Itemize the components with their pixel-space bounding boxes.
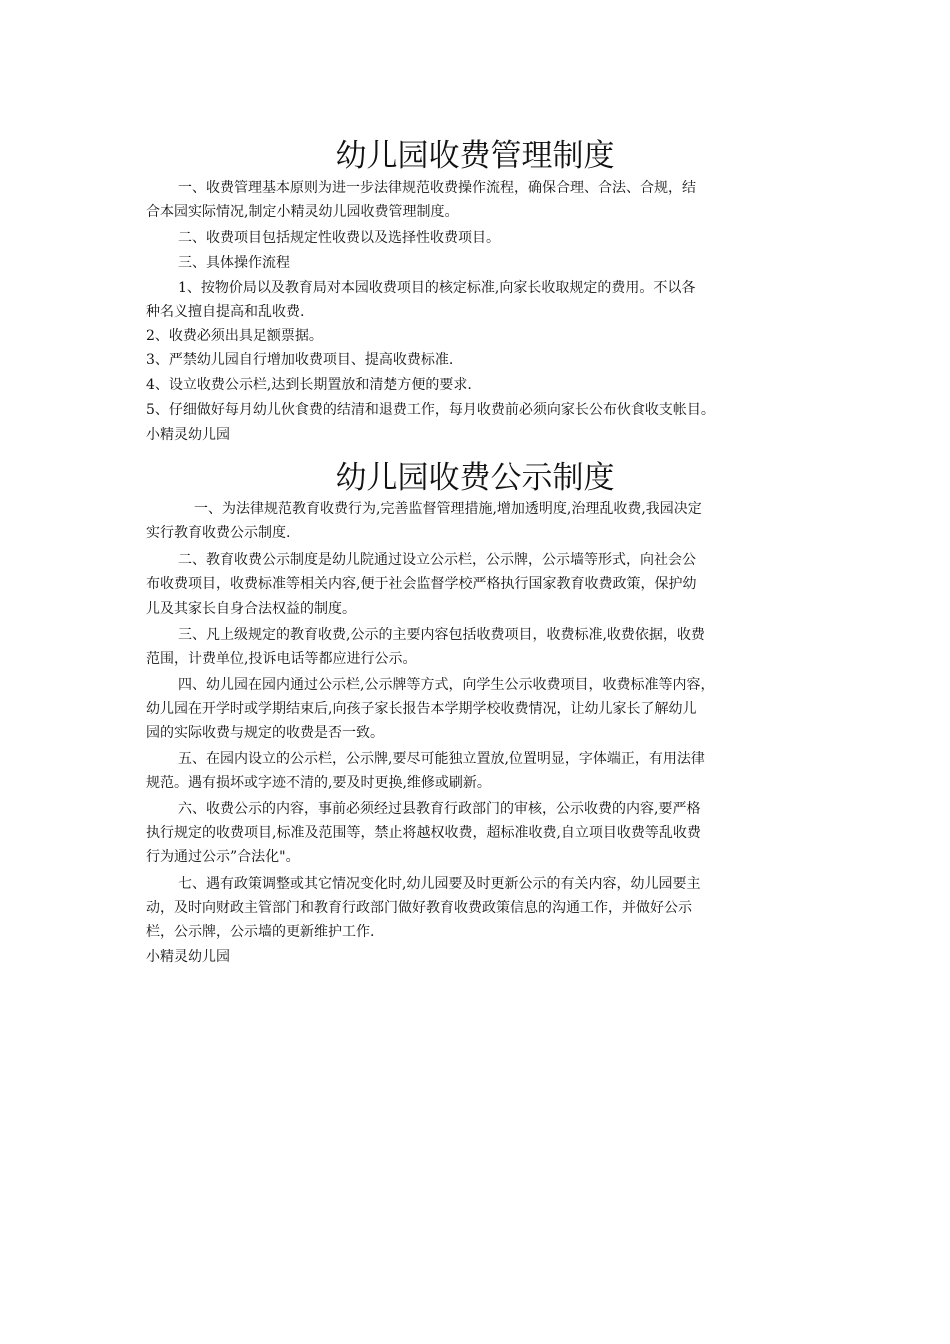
section2-line: 一、为法律规范教育收费行为,完善监督管理措施,增加透明度,治理乱收费,我园决定 xyxy=(194,501,702,517)
section2-line: 六、收费公示的内容，事前必须经过县教育行政部门的审核，公示收费的内容,要严格 xyxy=(178,801,701,817)
section2-line: 行为通过公示”合法化"。 xyxy=(146,849,300,865)
section2-line: 四、幼儿园在园内通过公示栏,公示牌等方式，向学生公示收费项目，收费标准等内容， xyxy=(178,677,715,693)
section2-line: 范围，计费单位,投诉电话等都应进行公示。 xyxy=(146,651,417,667)
section2-line: 五、在园内设立的公示栏，公示牌,要尽可能独立置放,位置明显，字体端正，有用法律 xyxy=(178,751,705,767)
section2-line: 七、遇有政策调整或其它情况变化时,幼儿园要及时更新公示的有关内容，幼儿园要主 xyxy=(178,876,701,892)
section2-line: 实行教育收费公示制度. xyxy=(146,525,291,541)
section2-line: 幼儿园在开学时或学期结束后,向孩子家长报告本学期学校收费情况，让幼儿家长了解幼儿 xyxy=(146,701,697,717)
section2-line: 布收费项目，收费标准等相关内容,便于社会监督学校严格执行国家教育收费政策，保护幼 xyxy=(146,576,697,592)
section2-line: 栏，公示牌，公示墙的更新维护工作. xyxy=(146,924,375,940)
section1-line: 1、按物价局以及教育局对本园收费项目的核定标准,向家长收取规定的费用。不以各 xyxy=(178,280,696,296)
section2-line: 二、教育收费公示制度是幼儿院通过设立公示栏，公示牌，公示墙等形式，向社会公 xyxy=(178,552,696,568)
section1-title: 幼儿园收费管理制度 xyxy=(335,138,615,174)
section1-line: 种名义擅自提高和乱收费. xyxy=(146,304,305,320)
section2-line: 执行规定的收费项目,标准及范围等，禁止将越权收费，超标准收费,自立项目收费等乱收费 xyxy=(146,825,701,841)
section1-signature: 小精灵幼儿园 xyxy=(146,427,230,443)
section2-line: 三、凡上级规定的教育收费,公示的主要内容包括收费项目，收费标准,收费依据，收费 xyxy=(178,627,705,643)
section1-line: 4、设立收费公示栏,达到长期置放和清楚方便的要求. xyxy=(146,377,472,393)
section1-line: 合本园实际情况,制定小精灵幼儿园收费管理制度。 xyxy=(146,204,459,220)
section1-line: 2、收费必须出具足额票据。 xyxy=(146,328,323,344)
section2-title: 幼儿园收费公示制度 xyxy=(335,460,615,496)
section2-line: 动，及时向财政主管部门和教育行政部门做好教育收费政策信息的沟通工作，并做好公示 xyxy=(146,900,692,916)
section1-line: 5、仔细做好每月幼儿伙食费的结清和退费工作，每月收费前必须向家长公布伙食收支帐目。 xyxy=(146,402,715,418)
section1-line: 二、收费项目包括规定性收费以及选择性收费项目。 xyxy=(178,230,500,246)
section2-signature: 小精灵幼儿园 xyxy=(146,949,230,965)
section1-line: 3、严禁幼儿园自行增加收费项目、提高收费标准. xyxy=(146,352,454,368)
section1-line: 三、具体操作流程 xyxy=(178,255,290,271)
section2-line: 规范。遇有损坏或字迹不清的,要及时更换,维修或刷新。 xyxy=(146,775,491,791)
section2-line: 园的实际收费与规定的收费是否一致。 xyxy=(146,725,384,741)
section1-line: 一、收费管理基本原则为进一步法律规范收费操作流程，确保合理、合法、合规，结 xyxy=(178,180,696,196)
section2-line: 儿及其家长自身合法权益的制度。 xyxy=(146,601,356,617)
